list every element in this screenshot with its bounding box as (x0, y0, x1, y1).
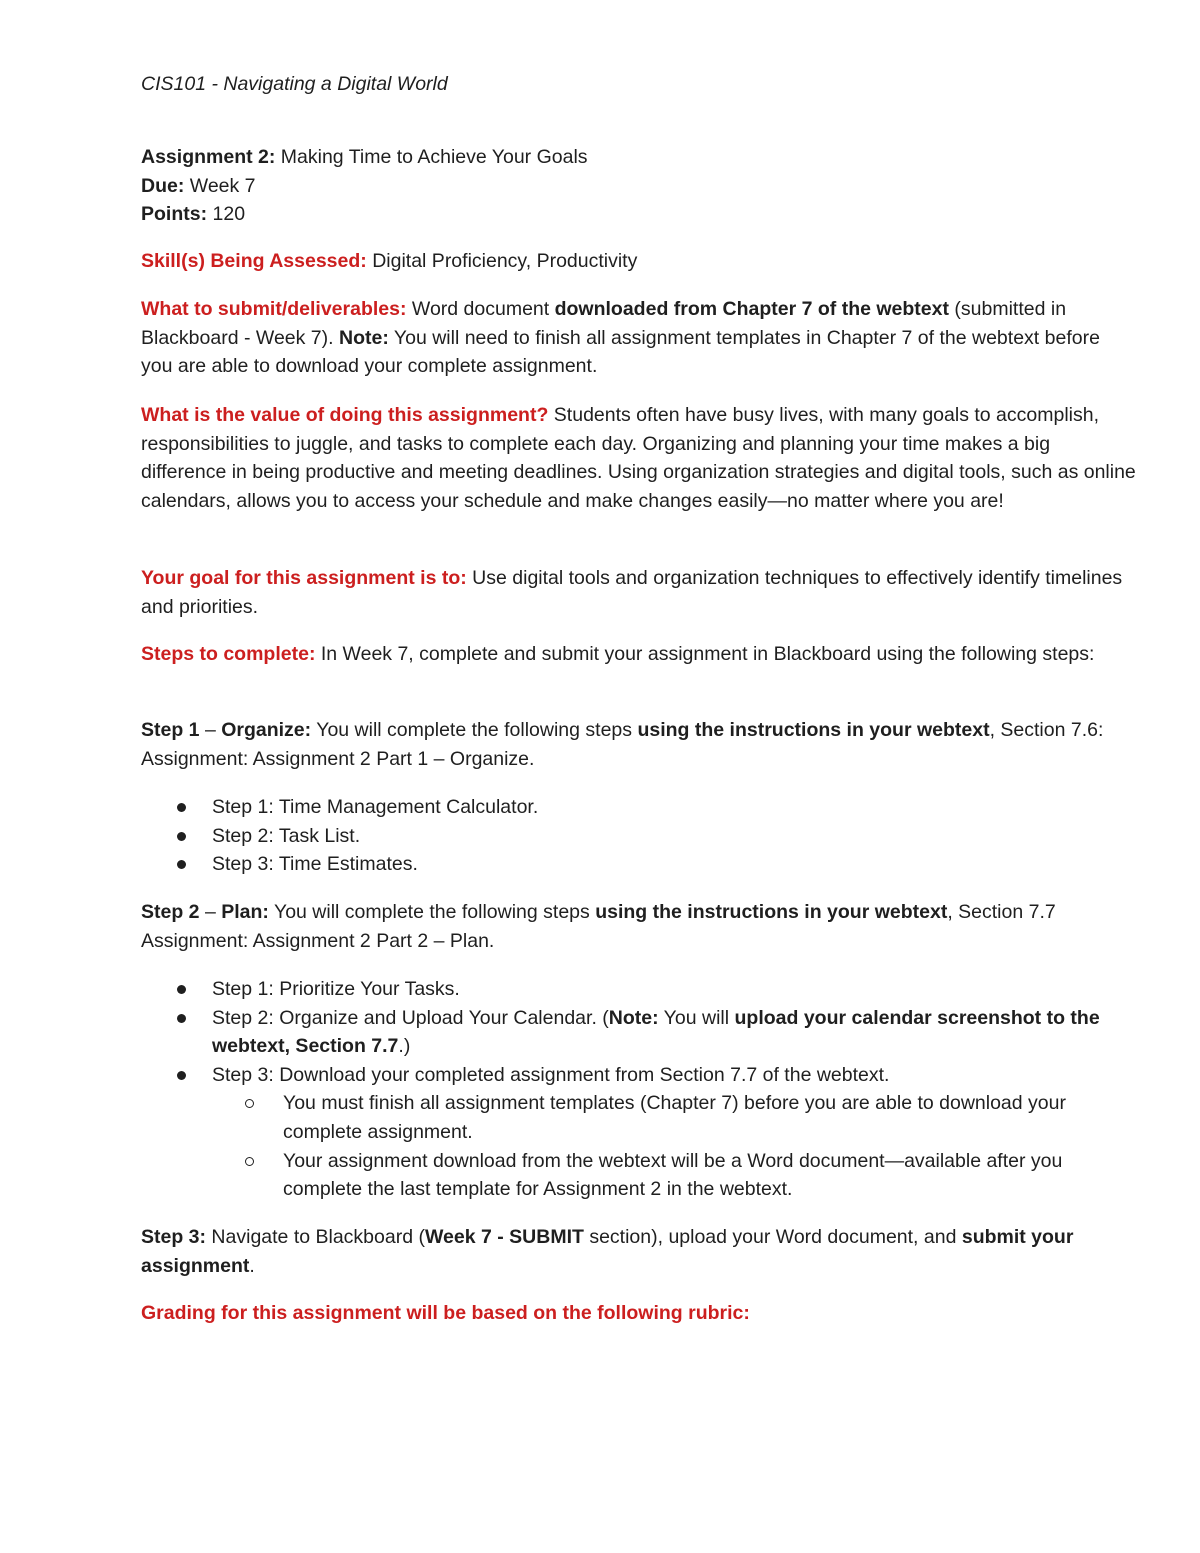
points-label: Points: (141, 203, 208, 226)
list-item-bold: upload your calendar screenshot to the webtext, Section 7.7 (212, 1006, 1100, 1058)
step2-bold: using the instructions in your webtext (595, 901, 948, 923)
steps-intro-section (141, 640, 1136, 669)
step2-section (141, 898, 1136, 955)
deliverables-text3: You will need to finish all assignment templates in Chapter 7 of the webtext before you are able to download your complete assignment. (141, 326, 1100, 378)
deliverables-label: What to submit/deliverables: (141, 298, 407, 320)
bullet-icon (177, 1071, 186, 1080)
goal-label: Your goal for this assignment is to: (141, 567, 467, 589)
list-item (141, 1061, 1136, 1204)
step2-paragraph (141, 898, 1136, 955)
assignment-title: Making Time to Achieve Your Goals (280, 146, 588, 168)
assignment-title-line (141, 143, 1136, 172)
list-item (141, 822, 1136, 851)
step2-text2: , Section 7.7 Assignment: Assignment 2 Part 2 – Plan. (141, 901, 1056, 952)
step3-bold: Week 7 - SUBMIT (424, 1226, 584, 1248)
grading-label: Grading for this assignment will be based on the following rubric: (141, 1302, 750, 1324)
value-text: Students often have busy lives, with many goals to accomplish, responsibilities to juggle, and tasks to complete each day. Organizing and planning your time makes a big difference in being productive and meeting deadlines. Using organization strategies and digital tools, such as online calendars, allows you to access your schedule and make changes easily—no matter where you are! (141, 404, 1136, 512)
skills-section (141, 247, 1136, 276)
due-line (141, 172, 1136, 201)
list-item-text: Step 2: Task List. (212, 824, 361, 847)
bullet-icon (177, 1014, 186, 1023)
step2-label: Step 2 (141, 901, 200, 923)
note-label: Note: (338, 326, 389, 349)
list-item-text: Step 1: Prioritize Your Tasks. (212, 978, 460, 1000)
step1-text: You will complete the following steps (316, 719, 633, 741)
grading-section (141, 1299, 1136, 1328)
step1-paragraph (141, 716, 1136, 773)
step1-dash: – (199, 719, 222, 741)
step2-text: You will complete the following steps (273, 901, 590, 923)
steps-intro-label: Steps to complete: (141, 643, 316, 665)
list-item-text: Step 1: Time Management Calculator. (212, 796, 539, 818)
note-label: Note: (608, 1006, 659, 1029)
hollow-bullet-icon (245, 1157, 254, 1166)
list-item-text: You will (658, 1006, 735, 1029)
list-item-text: Step 3: Download your completed assignment from Section 7.7 of the webtext. (212, 1063, 890, 1086)
deliverables-bold: downloaded from Chapter 7 of the webtext (554, 298, 949, 320)
step1-label: Step 1 (141, 719, 200, 741)
course-header: CIS101 - Navigating a Digital World (141, 73, 448, 95)
list-item (141, 793, 1136, 822)
hollow-bullet-icon (245, 1099, 254, 1108)
deliverables-text2: (submitted in Blackboard - Week 7). (141, 298, 1067, 349)
goal-text: Use digital tools and organization techniques to effectively identify timelines and priorities. (141, 567, 1123, 618)
list-item (141, 975, 1136, 1004)
list-item-text: .) (398, 1035, 411, 1058)
step2-list (141, 975, 1136, 1204)
sub-list-item-text: You must finish all assignment templates (Chapter 7) before you are able to download your complete assignment. (283, 1092, 1066, 1143)
step3-text3: . (249, 1254, 255, 1277)
step3-label: Step 3: (141, 1226, 207, 1248)
list-item (141, 1004, 1136, 1061)
bullet-icon (177, 832, 186, 841)
step2-dash: – (199, 901, 222, 923)
due-value: Week 7 (189, 174, 256, 197)
step1-section (141, 716, 1136, 773)
step3-text: Navigate to Blackboard ( (206, 1226, 425, 1248)
sub-list-item (212, 1089, 1136, 1146)
step1-text2: , Section 7.6: Assignment: Assignment 2 Part 1 – Organize. (141, 719, 1104, 770)
step3-bold2: submit your assignment (141, 1226, 1074, 1277)
bullet-icon (177, 803, 186, 812)
skills-label: Skill(s) Being Assessed: (141, 250, 367, 272)
value-label: What is the value of doing this assignment? (141, 404, 549, 426)
goal-section (141, 564, 1136, 621)
sub-list-item-text: Your assignment download from the webtext will be a Word document—available after you complete the last template for Assignment 2 in the webtext. (283, 1149, 1063, 1201)
list-item-text: Step 3: Time Estimates. (212, 853, 418, 876)
deliverables-text: Word document (411, 298, 550, 320)
assignment-label: Assignment 2: (141, 146, 276, 168)
bullet-icon (177, 985, 186, 994)
points-line (141, 200, 1136, 229)
step3-text2: section), upload your Word document, and (583, 1226, 962, 1248)
bullet-icon (177, 860, 186, 869)
step1-name: Organize: (221, 719, 312, 741)
list-item (141, 850, 1136, 879)
steps-intro-text: In Week 7, complete and submit your assignment in Blackboard using the following steps: (320, 643, 1095, 665)
step1-bold: using the instructions in your webtext (637, 719, 990, 741)
assignment-meta (141, 143, 1136, 229)
value-section (141, 401, 1136, 515)
due-label: Due: (141, 174, 185, 197)
points-value: 120 (212, 203, 246, 226)
deliverables-section (141, 295, 1136, 381)
list-item-text: Step 2: Organize and Upload Your Calendar. ( (212, 1006, 609, 1029)
step2-name: Plan: (221, 901, 269, 923)
skills-value: Digital Proficiency, Productivity (372, 250, 638, 272)
step1-list (141, 793, 1136, 879)
step3-section (141, 1223, 1136, 1280)
sub-list-item (212, 1147, 1136, 1204)
